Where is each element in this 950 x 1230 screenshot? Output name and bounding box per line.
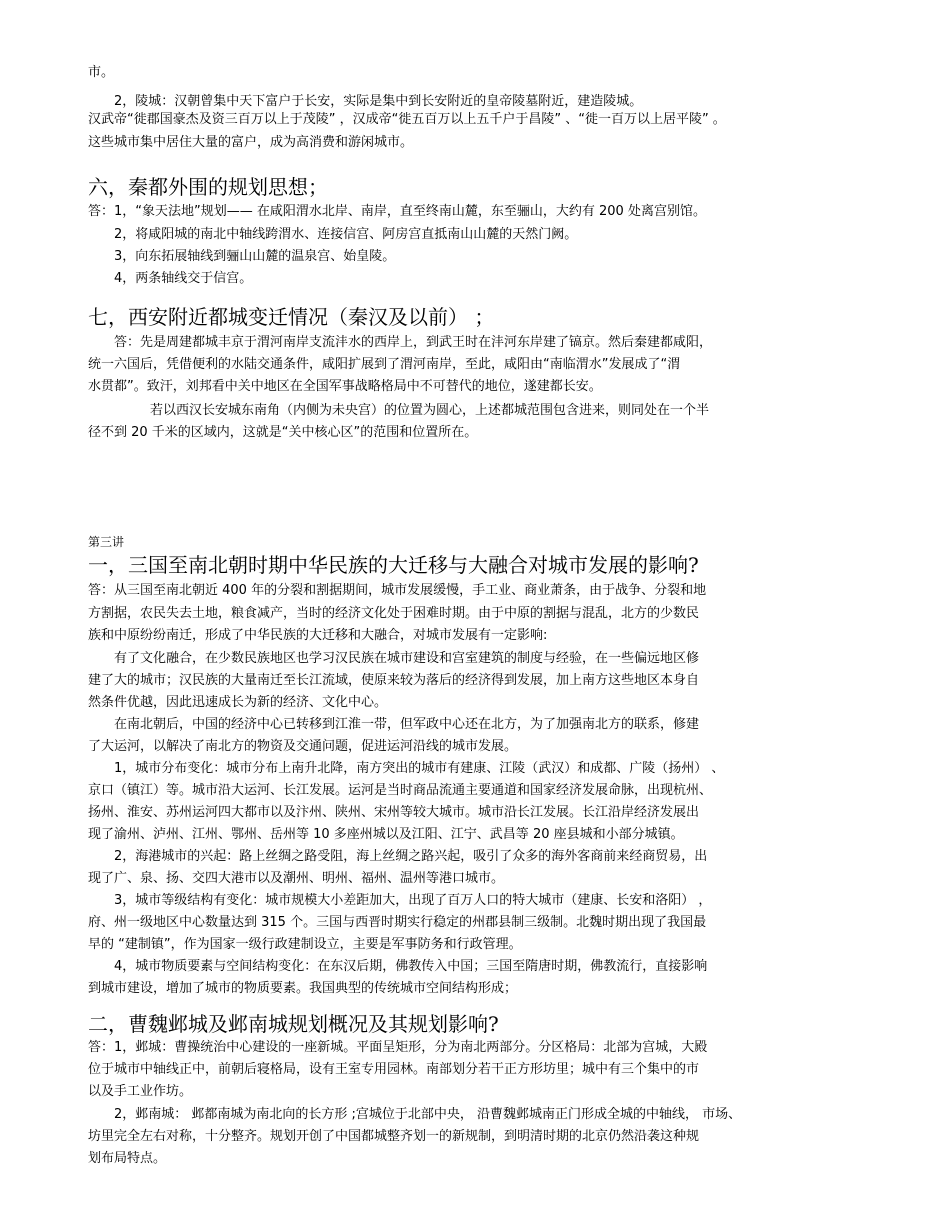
text-line: 答：先是周建都城丰京于渭河南岸支流沣水的西岸上，到武王时在沣河东岸建了镐京。然后秦建都咸阳， <box>114 335 713 350</box>
text-line: 府、州一级地区中心数量达到 315 个。三国与西晋时期实行稳定的州郡县制三级制。北魏时期出现了我国最 <box>88 915 707 930</box>
text-line: 位于城市中轴线正中，前朝后寝格局，设有王室专用园林。南部划分若干正方形坊里；城中有三个集中的市 <box>88 1062 700 1077</box>
text-line: 2，陵城：汉朝曾集中天下富户于长安，实际是集中到长安附近的皇帝陵墓附近，建造陵城。 <box>114 94 643 109</box>
text-line: 了大运河，以解决了南北方的物资及交通问题，促进运河沿线的城市发展。 <box>88 739 518 754</box>
text-line: 市。 <box>88 65 115 80</box>
text-line: 现了渝州、泸州、江州、鄂州、岳州等 10 多座州城以及江阳、江宁、武昌等 20 座县城和小部分城镇。 <box>88 827 684 842</box>
lecture-label: 第三讲 <box>88 535 125 549</box>
text-line: 现了广、泉、扬、交四大港市以及潮州、明州、福州、温州等港口城市。 <box>88 871 505 886</box>
text-line: 水贯都”。致汗，刘邦看中关中地区在全国军事战略格局中不可替代的地位，遂建都长安。 <box>88 379 602 394</box>
text-line: 京口（镇江）等。城市沿大运河、长江发展。运河是当时商品流通主要通道和国家经济发展命脉，出现杭州、 <box>88 783 713 798</box>
text-line: 径不到 20 千米的区域内，这就是“关中核心区”的范围和位置所在。 <box>88 425 478 440</box>
text-line: 这些城市集中居住大量的富户，成为高消费和游闲城市。 <box>88 135 414 150</box>
text-line: 扬州、淮安、苏州运河四大都市以及汴州、陕州、宋州等较大城市。城市沿长江发展。长江沿岸经济发展出 <box>88 805 700 820</box>
text-line: 建了大的城市；汉民族的大量南迁至长江流域，使原来较为落后的经济得到发展，加上南方这些地区本身自 <box>88 673 700 688</box>
section-heading: 一，三国至南北朝时期中华民族的大迁移与大融合对城市发展的影响? <box>88 553 699 577</box>
text-line: 然条件优越，因此迅速成长为新的经济、文化中心。 <box>88 695 388 710</box>
text-line: 2，海港城市的兴起：路上丝绸之路受阻，海上丝绸之路兴起，吸引了众多的海外客商前来经商贸易，出 <box>114 849 708 864</box>
text-line <box>88 1039 707 1057</box>
section-heading: 七，西安附近都城变迁情况（秦汉及以前） ； <box>88 305 495 329</box>
text-line: 4，城市物质要素与空间结构变化：在东汉后期，佛教传入中国；三国至隋唐时期，佛教流行，直接影响 <box>114 959 708 974</box>
section-heading: 二，曹魏邺城及邺南城规划概况及其规划影响? <box>88 1012 499 1036</box>
text-line: 到城市建设，增加了城市的物质要素。我国典型的传统城市空间结构形成； <box>88 981 518 996</box>
text-line: 族和中原纷纷南迁，形成了中华民族的大迁移和大融合，对城市发展有一定影响: <box>88 628 548 643</box>
text-line: 以及手工业作坊。 <box>88 1084 193 1099</box>
text-line: 汉武帝“徙郡国豪杰及资三百万以上于茂陵” ，汉成帝“徙五百万以上五千户于昌陵” 、“徙一百万以上居平陵” 。 <box>88 112 726 127</box>
text-line-body: 1，邺城：曹操统治中心建设的一座新城。平面呈矩形，分为南北两部分。分区格局：北部为宫城，大殿 <box>114 1040 708 1055</box>
text-line: 答：1，“象天法地”规划—— 在咸阳渭水北岸、南岸，直至终南山麓，东至骊山，大约有 200 处离宫别馆。 <box>88 204 706 219</box>
text-line: 3，城市等级结构有变化：城市规模大小差距加大，出现了百万人口的特大城市（建康、长安和洛阳） ， <box>114 893 712 908</box>
section-heading: 六，秦都外围的规划思想； <box>88 175 328 199</box>
text-line: 在南北朝后，中国的经济中心已转移到江淮一带，但军政中心还在北方，为了加强南北方的联系，修建 <box>114 717 700 732</box>
text-line: 统一六国后，凭借便利的水陆交通条件，咸阳扩展到了渭河南岸，至此，咸阳由“南临渭水”发展成了“渭 <box>88 357 681 372</box>
text-line: 划布局特点。 <box>88 1151 167 1166</box>
answer-prefix: 答： <box>88 1040 115 1055</box>
text-line: 2，邺南城： 邺都南城为南北向的长方形 ;宫城位于北部中央， 沿曹魏邺城南正门形成全城的中轴线， 市场、 <box>114 1107 742 1122</box>
text-line: 有了文化融合，在少数民族地区也学习汉民族在城市建设和宫室建筑的制度与经验，在一些偏远地区修 <box>114 651 700 666</box>
text-line: 2，将咸阳城的南北中轴线跨渭水、连接信宫、阿房宫直抵南山山麓的天然门阙。 <box>114 227 578 242</box>
text-line: 若以西汉长安城东南角（内侧为未央宫）的位置为圆心，上述都城范围包含进来，则同处在一个半 <box>150 403 710 418</box>
text-line: 3，向东拓展轴线到骊山山麓的温泉宫、始皇陵。 <box>114 249 396 264</box>
text-line: 坊里完全左右对称，十分整齐。规划开创了中国都城整齐划一的新规制，到明清时期的北京仍然沿袭这种规 <box>88 1129 700 1144</box>
text-line: 答：从三国至南北朝近 400 年的分裂和割据期间，城市发展缓慢，手工业、商业萧条，由于战争、分裂和地 <box>88 583 707 598</box>
text-line: 1，城市分布变化：城市分布上南升北降，南方突出的城市有建康、江陵（武汉）和成都、广陵（扬州） 、 <box>114 761 725 776</box>
text-line: 早的 “建制镇”，作为国家一级行政建制设立，主要是军事防务和行政管理。 <box>88 937 522 952</box>
text-line: 方割据，农民失去土地，粮食减产，当时的经济文化处于困难时期。由于中原的割据与混乱，北方的少数民 <box>88 606 700 621</box>
text-line: 4，两条轴线交于信宫。 <box>114 271 253 286</box>
